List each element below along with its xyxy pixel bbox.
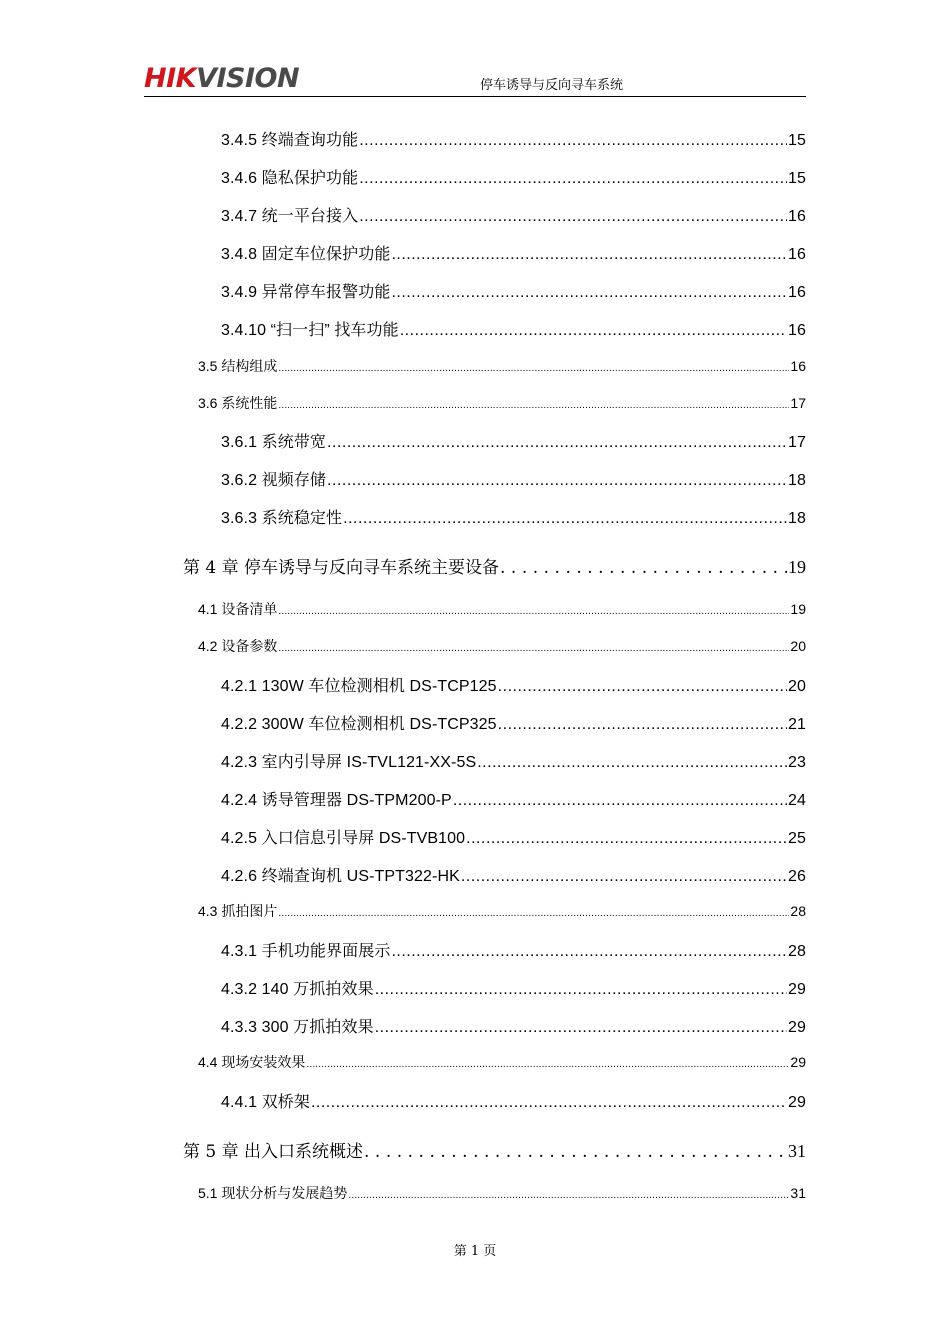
toc-leader-dots	[278, 606, 789, 617]
toc-entry-page: 31	[788, 1141, 806, 1161]
toc-entry[interactable]	[221, 938, 806, 961]
toc-entry[interactable]	[221, 1089, 806, 1112]
toc-leader-dots	[306, 1059, 789, 1070]
toc-entry-title: 4.4.1 双桥架	[221, 1094, 310, 1111]
toc-entry[interactable]	[221, 673, 806, 696]
toc-leader-dots	[327, 434, 787, 452]
toc-leader-dots	[348, 1190, 789, 1201]
toc-entry-title: 第 4 章 停车诱导与反向寻车系统主要设备	[183, 558, 500, 578]
toc-entry-title: 4.2.6 终端查询机 US-TPT322-HK	[221, 868, 460, 885]
toc-entry-title: 3.4.8 固定车位保护功能	[221, 246, 391, 263]
page-header	[144, 62, 806, 97]
toc-entry-title: 4.3.3 300 万抓拍效果	[221, 1019, 374, 1036]
toc-entry[interactable]	[221, 1014, 806, 1037]
toc-entry-page: 21	[788, 716, 806, 733]
toc-entry-page: 19	[790, 601, 806, 617]
toc-leader-dots	[466, 830, 787, 848]
toc-leader-dots	[391, 943, 787, 961]
toc-entry[interactable]	[183, 1137, 806, 1162]
toc-entry[interactable]	[221, 241, 806, 264]
toc-leader-dots	[400, 322, 787, 340]
toc-entry-title: 4.2.2 300W 车位检测相机 DS-TCP325	[221, 716, 497, 733]
toc-leader-dots	[278, 400, 789, 411]
toc-entry-title: 5.1 现状分析与发展趋势	[198, 1185, 348, 1201]
toc-entry[interactable]	[221, 825, 806, 848]
toc-entry[interactable]	[221, 749, 806, 772]
toc-entry[interactable]	[221, 127, 806, 150]
toc-leader-dots	[359, 208, 787, 226]
toc-entry-page: 31	[790, 1185, 806, 1201]
toc-entry-title: 4.2.4 诱导管理器 DS-TPM200-P	[221, 792, 452, 809]
toc-leader-dots	[391, 246, 787, 264]
toc-entry-page: 16	[788, 208, 806, 225]
toc-entry-title: 3.6.1 系统带宽	[221, 434, 327, 451]
toc-entry-page: 29	[788, 1094, 806, 1111]
toc-entry[interactable]	[221, 505, 806, 528]
toc-entry-title: 4.3.1 手机功能界面展示	[221, 943, 391, 960]
toc-entry[interactable]	[221, 863, 806, 886]
toc-leader-dots	[375, 1019, 787, 1037]
toc-entry-page: 18	[788, 472, 806, 489]
toc-entry-page: 16	[788, 322, 806, 339]
toc-entry-title: 4.3.2 140 万抓拍效果	[221, 981, 374, 998]
toc-leader-dots	[359, 132, 787, 150]
toc-entry[interactable]	[221, 165, 806, 188]
toc-leader-dots	[278, 908, 789, 919]
toc-entry-page: 24	[788, 792, 806, 809]
toc-entry-title: 3.6.3 系统稳定性	[221, 510, 343, 527]
toc-entry-title: 3.4.10 “扫一扫” 找车功能	[221, 322, 399, 339]
toc-entry[interactable]	[198, 356, 806, 376]
toc-entry[interactable]	[198, 1183, 806, 1203]
toc-entry-title: 4.2.1 130W 车位检测相机 DS-TCP125	[221, 678, 497, 695]
toc-entry-title: 4.3 抓拍图片	[198, 903, 278, 919]
toc-entry-title: 3.4.5 终端查询功能	[221, 132, 359, 149]
toc-entry-title: 3.5 结构组成	[198, 358, 278, 374]
toc-entry[interactable]	[198, 901, 806, 921]
toc-entry-title: 3.4.9 异常停车报警功能	[221, 284, 391, 301]
toc-entry[interactable]	[221, 279, 806, 302]
toc-entry-page: 17	[790, 395, 806, 411]
toc-entry[interactable]	[198, 393, 806, 413]
toc-entry-page: 26	[788, 868, 806, 885]
toc-entry-page: 16	[788, 284, 806, 301]
toc-entry[interactable]	[221, 711, 806, 734]
toc-entry[interactable]	[221, 317, 806, 340]
toc-entry-title: 4.2 设备参数	[198, 638, 278, 654]
toc-entry-title: 4.4 现场安装效果	[198, 1054, 306, 1070]
logo-text-red: HIK	[144, 63, 197, 94]
toc-entry[interactable]	[221, 467, 806, 490]
toc-entry-title: 3.6 系统性能	[198, 395, 278, 411]
toc-entry-page: 20	[790, 638, 806, 654]
toc-entry-title: 3.4.6 隐私保护功能	[221, 170, 359, 187]
document-title: 停车诱导与反向寻车系统	[480, 78, 624, 93]
logo-text-gray: VISION	[196, 63, 300, 94]
toc-entry[interactable]	[221, 976, 806, 999]
toc-entry-page: 20	[788, 678, 806, 695]
toc-entry-page: 29	[788, 981, 806, 998]
toc-leader-dots	[327, 472, 787, 490]
page-number: 第 1 页	[453, 1244, 497, 1259]
toc-leader-dots	[391, 284, 787, 302]
toc-entry-page: 29	[788, 1019, 806, 1036]
toc-leader-dots	[311, 1094, 787, 1112]
toc-leader-dots	[498, 678, 787, 696]
toc-leader-dots	[375, 981, 787, 999]
toc-entry-title: 3.4.7 统一平台接入	[221, 208, 359, 225]
toc-entry[interactable]	[198, 1052, 806, 1072]
toc-leader-dots	[364, 1142, 787, 1162]
toc-entry-page: 25	[788, 830, 806, 847]
toc-entry-page: 28	[788, 943, 806, 960]
toc-leader-dots	[278, 363, 789, 374]
toc-entry[interactable]	[198, 599, 806, 619]
toc-entry[interactable]	[221, 429, 806, 452]
toc-leader-dots	[500, 558, 787, 578]
toc-entry-title: 第 5 章 出入口系统概述	[183, 1142, 364, 1162]
toc-leader-dots	[278, 643, 789, 654]
hikvision-logo	[144, 64, 299, 94]
toc-leader-dots	[359, 170, 787, 188]
toc-entry-page: 17	[788, 434, 806, 451]
toc-entry-page: 18	[788, 510, 806, 527]
toc-entry-title: 3.6.2 视频存储	[221, 472, 327, 489]
toc-entry-title: 4.2.3 室内引导屏 IS-TVL121-XX-5S	[221, 754, 477, 771]
toc-entry-page: 16	[788, 246, 806, 263]
toc-entry-page: 29	[790, 1054, 806, 1070]
toc-entry-title: 4.2.5 入口信息引导屏 DS-TVB100	[221, 830, 466, 847]
toc-leader-dots	[477, 754, 787, 772]
toc-entry-page: 19	[788, 557, 806, 577]
toc-entry[interactable]	[183, 553, 806, 578]
toc-entry-title: 4.1 设备清单	[198, 601, 278, 617]
toc-entry-page: 28	[790, 903, 806, 919]
toc-leader-dots	[498, 716, 787, 734]
toc-entry[interactable]	[221, 203, 806, 226]
toc-leader-dots	[461, 868, 787, 886]
toc-entry-page: 16	[790, 358, 806, 374]
toc-leader-dots	[343, 510, 787, 528]
toc-entry[interactable]	[221, 787, 806, 810]
toc-entry-page: 15	[788, 170, 806, 187]
toc-entry[interactable]	[198, 636, 806, 656]
toc-leader-dots	[453, 792, 787, 810]
toc-entry-page: 23	[788, 754, 806, 771]
toc-entry-page: 15	[788, 132, 806, 149]
